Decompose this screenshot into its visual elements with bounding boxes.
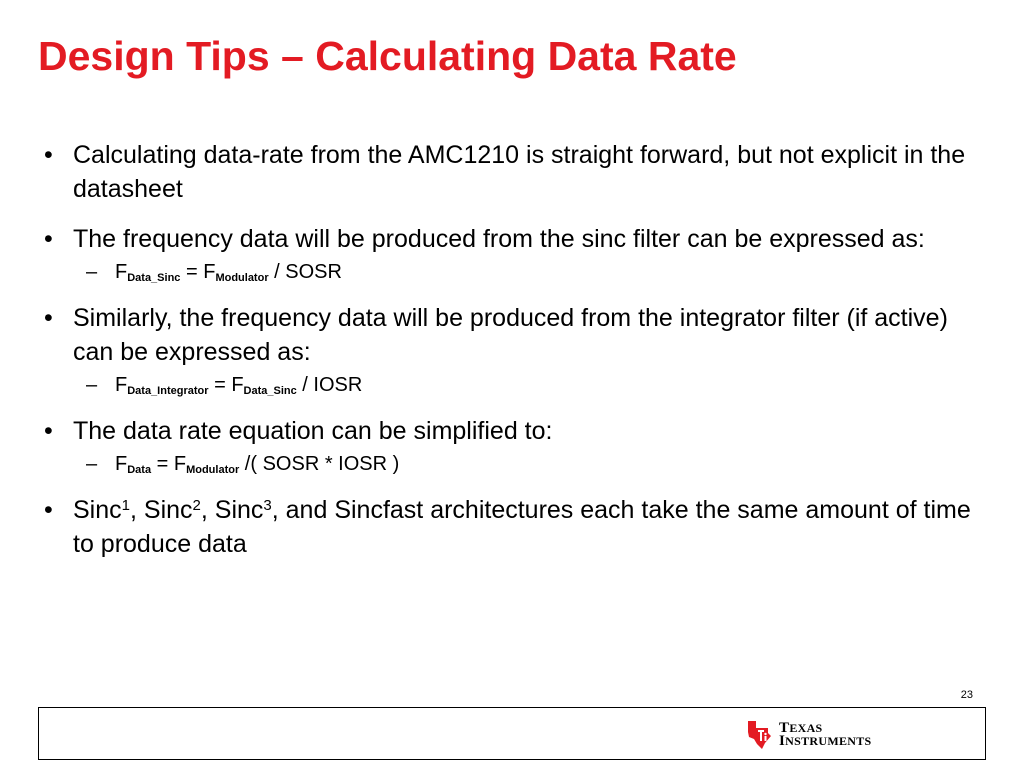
bullet-text: The frequency data will be produced from the sinc filter can be expressed as: [73,225,925,253]
bullet-marker: • [44,225,53,253]
page-number: 23 [960,689,973,701]
bullet-item [44,414,994,448]
bullet-text: Calculating data-rate from the AMC1210 is straight forward, but not explicit in the datasheet [73,141,966,203]
bullet-item [44,138,994,206]
formula-data-rate: – $F_{Data} = F_{Modulator}$ /( SOSR * IOSR ) [86,453,400,476]
bullet-marker: • [44,496,53,524]
bullet-item [44,222,994,256]
bullet-marker: • [44,304,53,332]
formula-sinc: – $F_{Data\_Sinc} = F_{Modulator}$ / SOSR [86,261,342,284]
slide-title: Design Tips – Calculating Data Rate [38,33,737,79]
sub-bullet-marker: – [86,261,98,283]
bullet-text: The data rate equation can be simplified to: [73,417,553,445]
footer-bar [38,707,986,760]
bullet-marker: • [44,417,53,445]
texas-instruments-logo [745,717,872,753]
formula-integrator: – $F_{Data\_Integrator} = F_{Data\_Sinc}$ / IOSR [86,374,363,397]
sub-bullet-marker: – [86,453,98,475]
bullet-marker: • [44,141,53,169]
ti-state-icon [745,719,773,751]
bullet-text: Similarly, the frequency data will be produced from the integrator filter (if active) can be expressed as: [73,304,948,366]
slide-body [44,138,994,561]
logo-wordmark: TEXAS INSTRUMENTS [779,720,872,749]
bullet-item: • Sinc$^1$, Sinc$^2$, Sinc$^3$, and Sincfast architectures each take the same amount of time to produce data [44,493,994,561]
sub-bullet-marker: – [86,374,98,396]
bullet-item [44,301,994,369]
